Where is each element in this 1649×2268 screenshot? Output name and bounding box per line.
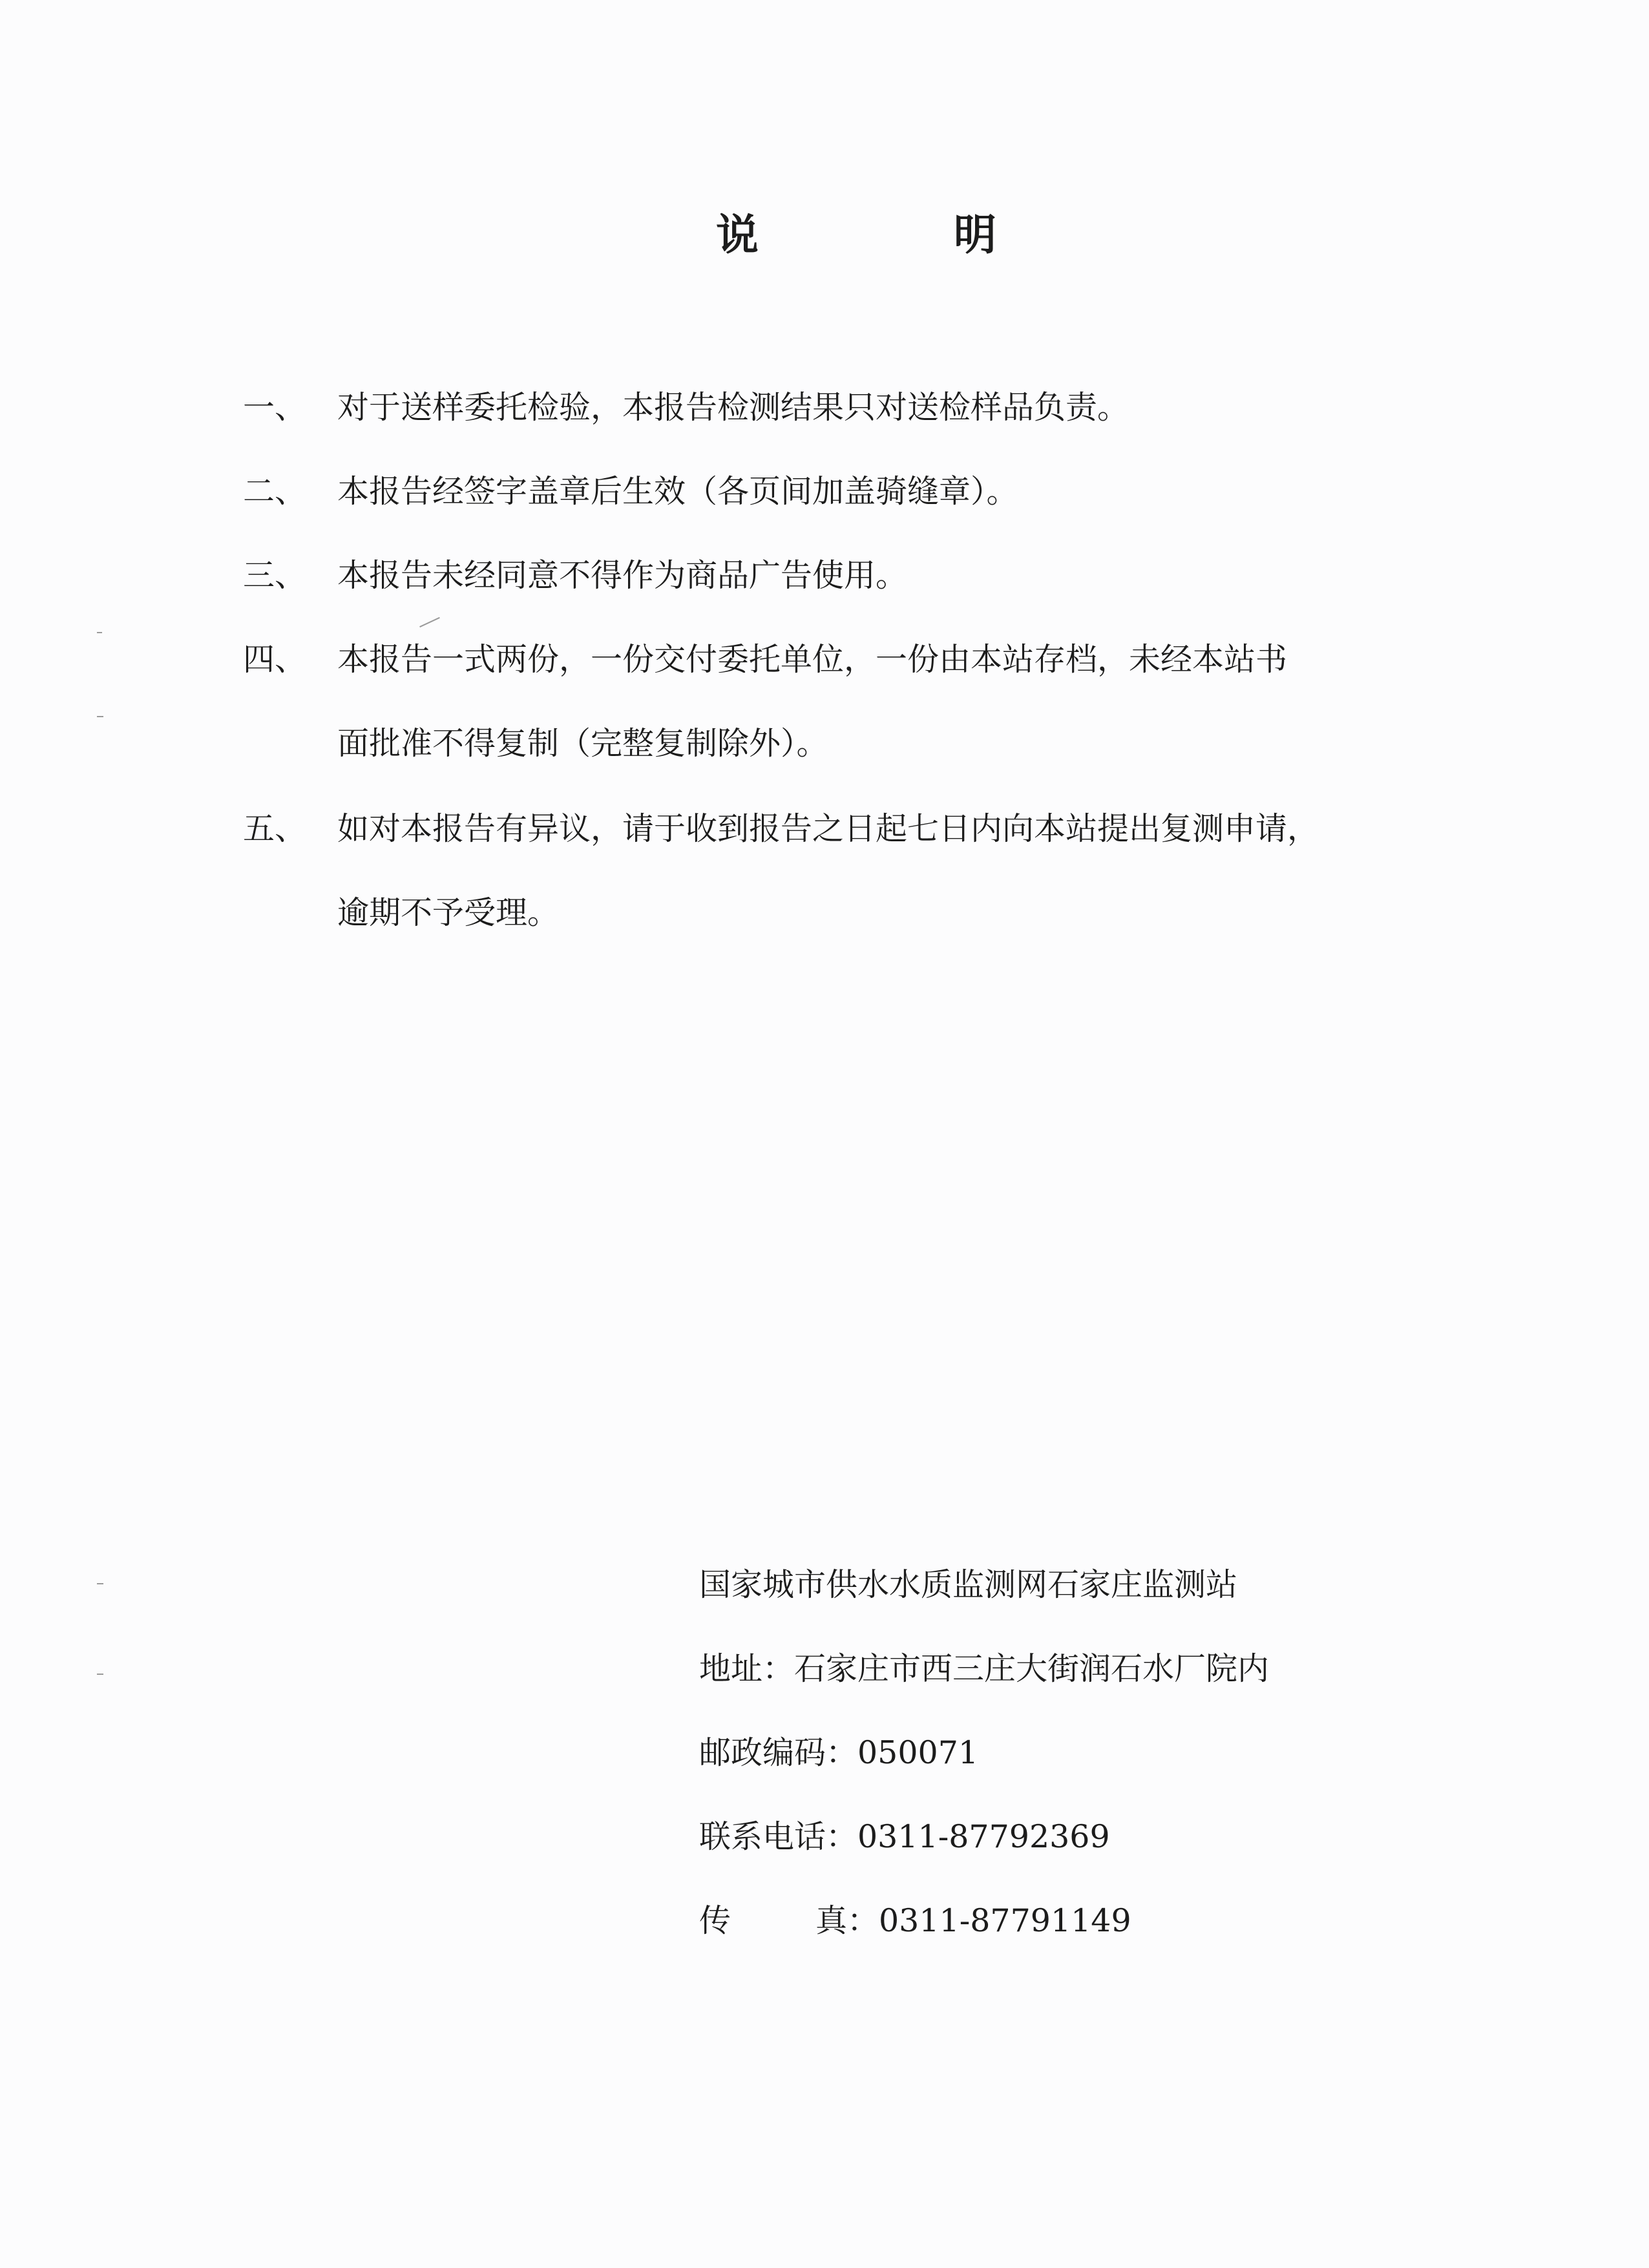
item-text: 本报告未经同意不得作为商品广告使用。 [337, 557, 908, 594]
item-text: 本报告经签字盖章后生效（各页间加盖骑缝章）。 [337, 473, 1018, 510]
address-line: 地址：石家庄市西三庄大街润石水厂院内 [699, 1650, 1270, 1687]
scan-speck [97, 1674, 103, 1675]
item-number: 五、 [243, 810, 307, 847]
fax-line [699, 1879, 1475, 1963]
contact-block [699, 1543, 1475, 1963]
scan-speck [97, 1583, 103, 1584]
title-char-2: 明 [954, 209, 996, 260]
item-number: 一、 [243, 389, 307, 426]
scan-speck [97, 716, 103, 717]
item-text: 如对本报告有异议，请于收到报告之日起七日内向本站提出复测申请， 逾期不予受理。 [337, 810, 1319, 931]
postcode-line: 邮政编码：050071 [699, 1734, 979, 1771]
item-text: 本报告一式两份，一份交付委托单位，一份由本站存档，未经本站书 面批准不得复制（完整复制除外）。 [337, 641, 1288, 762]
title-char-1: 说 [716, 209, 759, 260]
item-number: 二、 [243, 473, 307, 510]
fax-value: 真：0311-87791149 [815, 1902, 1131, 1939]
item-text: 对于送样委托检验，本报告检测结果只对送检样品负责。 [337, 389, 1129, 426]
organization-name: 国家城市供水水质监测网石家庄监测站 [699, 1566, 1238, 1603]
page-title [0, 205, 1649, 264]
phone-line: 联系电话：0311-87792369 [699, 1818, 1110, 1855]
fax-label: 传 [699, 1902, 731, 1939]
item-number: 四、 [243, 641, 307, 678]
item-number: 三、 [243, 557, 307, 594]
scan-speck [97, 632, 102, 633]
